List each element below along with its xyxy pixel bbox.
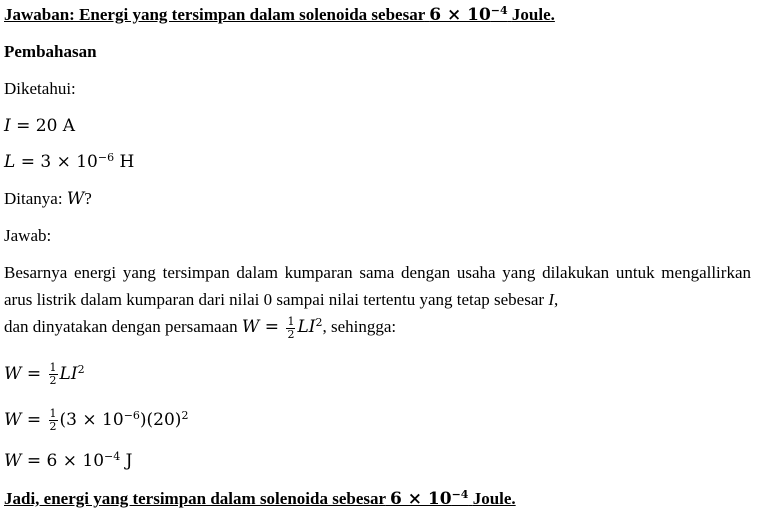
answer-header-unit: Joule.	[511, 5, 555, 24]
equation-energy-formula: W = $\frac{1}{2}$ $LI^2$	[4, 361, 85, 387]
jawab-label: Jawab:	[4, 226, 52, 245]
given-inductance: $L = 3 \times 10^{-6}$ H	[4, 151, 135, 172]
equation-result: $W = 6 \times 10^{-4}$ J	[4, 450, 133, 471]
equation-substitution: W = $\frac{1}{2}$ $(3 \times 10^{-6})(20)^2$	[4, 407, 189, 433]
paragraph-formula-line: dan dinyatakan dengan persamaan W = $\frac{1}{2}$ $LI^2$, sehingga:	[4, 314, 397, 341]
fraction-half: $\frac{1}{2}$	[49, 407, 57, 433]
diketahui-label: Diketahui:	[4, 79, 76, 98]
ditanya-line: Ditanya: W?	[4, 189, 92, 209]
given-current: I = 20 A	[4, 116, 76, 136]
conclusion-value: $6 \times 10^{-4}$	[389, 488, 469, 509]
answer-header	[4, 5, 555, 25]
explanation-paragraph: Besarnya energi yang tersimpan dalam kumparan sama dengan usaha yang dilakukan untuk mengallirkan arus listrik dalam kumparan dari nilai 0 sampai nilai tertentu yang tetap sebesar I, dan dinyatakan dengan persamaan W = $\frac{1}{2}$ $LI^2$, sehingga:	[4, 263, 751, 341]
fraction-half: $\frac{1}{2}$	[49, 361, 57, 387]
conclusion	[4, 489, 516, 509]
conclusion-unit: Joule.	[472, 489, 516, 508]
fraction-half: $\frac{1}{2}$	[287, 314, 295, 341]
conclusion-text: Jadi, energi yang tersimpan dalam solenoida sebesar	[4, 489, 386, 508]
pembahasan-title: Pembahasan	[4, 42, 97, 61]
answer-header-text: Jawaban: Energi yang tersimpan dalam solenoida sebesar	[4, 5, 425, 24]
answer-header-value: $6 \times 10^{-4}$	[429, 4, 508, 25]
